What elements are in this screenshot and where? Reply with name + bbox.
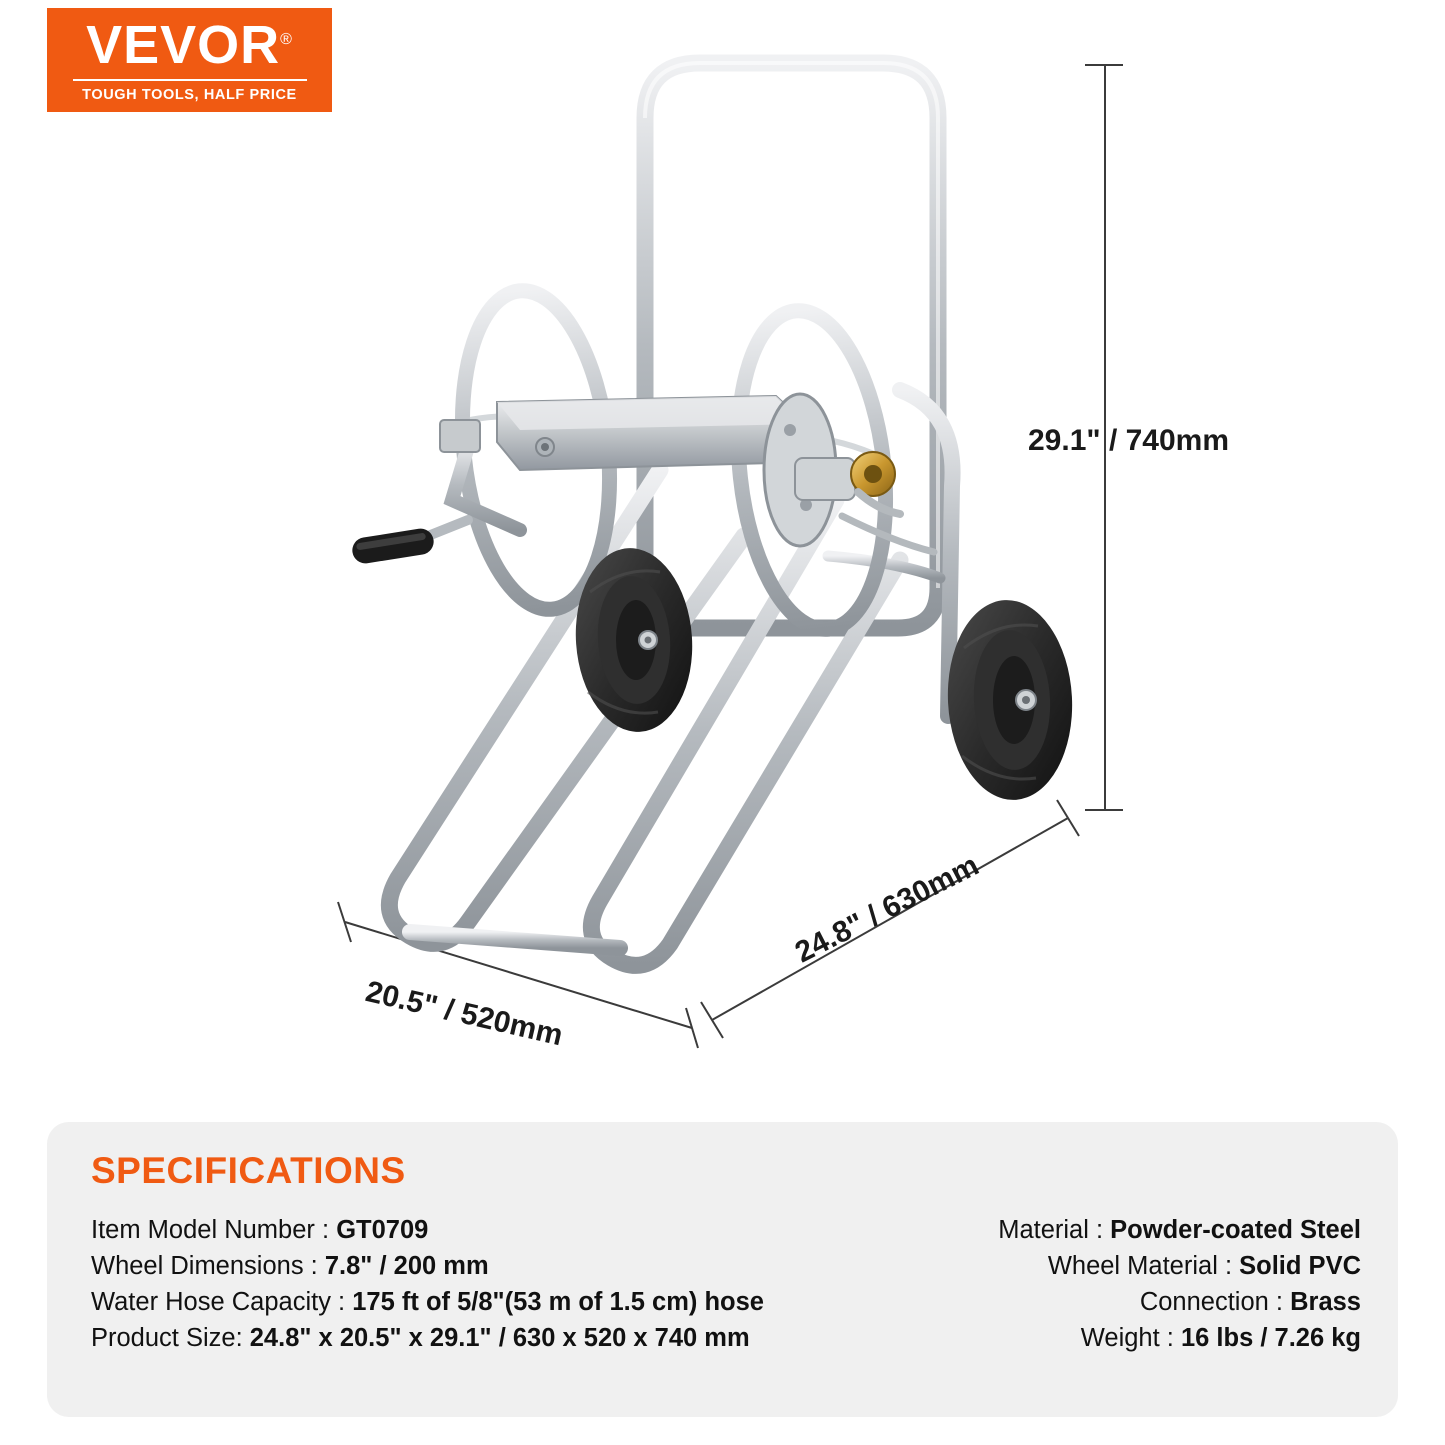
spec-cell-right bbox=[1140, 1288, 1361, 1317]
logo-registered-mark: ® bbox=[280, 30, 293, 48]
spec-key: Water Hose Capacity : bbox=[91, 1288, 346, 1316]
specifications-panel bbox=[47, 1122, 1398, 1417]
wheel-right bbox=[943, 597, 1077, 803]
spec-cell-left bbox=[91, 1216, 428, 1245]
spec-value: 24.8" x 20.5" x 29.1" / 630 x 520 x 740 mm bbox=[249, 1324, 750, 1352]
spec-key: Material : bbox=[998, 1216, 1104, 1244]
hub-and-brass-fitting bbox=[764, 394, 934, 552]
specifications-table bbox=[91, 1216, 1361, 1360]
spec-cell-left bbox=[91, 1288, 764, 1317]
spec-key: Wheel Dimensions : bbox=[91, 1252, 318, 1280]
crank-handle bbox=[350, 520, 468, 565]
spec-cell-left bbox=[91, 1324, 750, 1353]
spec-key: Product Size: bbox=[91, 1324, 243, 1352]
spec-cell-left bbox=[91, 1252, 489, 1281]
dimension-label-height: 29.1" / 740mm bbox=[1028, 424, 1230, 457]
spec-cell-right bbox=[1081, 1324, 1361, 1353]
spec-key: Item Model Number : bbox=[91, 1216, 330, 1244]
spec-row bbox=[91, 1324, 1361, 1353]
spec-key: Weight : bbox=[1080, 1324, 1174, 1352]
spec-value: Powder-coated Steel bbox=[1110, 1216, 1361, 1244]
logo-brand-text: VEVOR bbox=[86, 14, 281, 75]
spec-row bbox=[91, 1216, 1361, 1245]
spec-value: 7.8" / 200 mm bbox=[324, 1252, 489, 1280]
spec-cell-right bbox=[1048, 1252, 1361, 1281]
dimension-label-width: 20.5" / 520mm bbox=[362, 975, 566, 1053]
spec-row bbox=[91, 1288, 1361, 1317]
spec-value: 16 lbs / 7.26 kg bbox=[1180, 1324, 1361, 1352]
spec-cell-right bbox=[998, 1216, 1361, 1245]
spec-value: GT0709 bbox=[336, 1216, 429, 1244]
spec-row bbox=[91, 1252, 1361, 1281]
logo-tagline: TOUGH TOOLS, HALF PRICE bbox=[82, 86, 297, 103]
specifications-title: SPECIFICATIONS bbox=[91, 1150, 406, 1191]
dimension-label-depth: 24.8" / 630mm bbox=[790, 848, 985, 970]
spec-value: 175 ft of 5/8"(53 m of 1.5 cm) hose bbox=[352, 1288, 764, 1316]
spec-key: Connection : bbox=[1139, 1288, 1284, 1316]
spec-key: Wheel Material : bbox=[1047, 1252, 1233, 1280]
spec-value: Brass bbox=[1290, 1288, 1361, 1316]
spec-value: Solid PVC bbox=[1239, 1252, 1361, 1280]
